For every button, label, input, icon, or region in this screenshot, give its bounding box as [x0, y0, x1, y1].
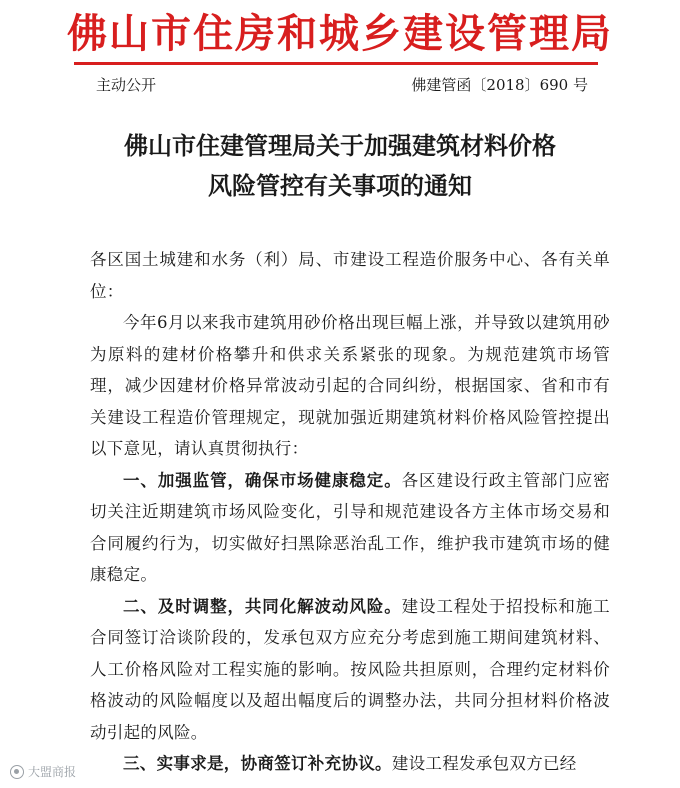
- item-1-heading: 一、加强监管，确保市场健康稳定。: [123, 470, 402, 490]
- intro-paragraph: 今年6月以来我市建筑用砂价格出现巨幅上涨，并导致以建筑用砂为原料的建材价格攀升和供求关系紧张的现象。为规范建筑市场管理，减少因建材价格异常波动引起的合同纠纷，根据国家、省和市有关建设工程造价管理规定，现就加强近期建筑材料价格风险管控提出以下意见，请认真贯彻执行：: [90, 313, 610, 458]
- item-2-heading: 二、及时调整，共同化解波动风险。: [123, 596, 402, 616]
- document-title: [0, 126, 680, 206]
- item-3-paragraph: [90, 748, 610, 780]
- title-line-1: 佛山市住建管理局关于加强建筑材料价格: [124, 132, 556, 160]
- watermark-logo-icon: [10, 765, 24, 779]
- watermark-text: 大盟商报: [28, 765, 77, 779]
- document-body: [90, 244, 610, 780]
- disclosure-label: 主动公开: [96, 76, 157, 94]
- item-3-text: 建设工程发承包双方已经: [391, 754, 577, 773]
- item-3-heading: 三、实事求是，协商签订补充协议。: [123, 754, 392, 773]
- letterhead-org-name: 佛山市住房和城乡建设管理局: [67, 11, 613, 57]
- addressee: 各区国土城建和水务（利）局、市建设工程造价服务中心、各有关单位：: [90, 250, 610, 301]
- title-line-2: 风险管控有关事项的通知: [208, 172, 472, 200]
- item-2-paragraph: [90, 591, 610, 749]
- item-2-text: 建设工程处于招投标和施工合同签订洽谈阶段的，发承包双方应充分考虑到施工期间建筑材料、人工价格风险对工程实施的影响。按风险共担原则，合理约定材料价格波动的风险幅度以及超出幅度后的调整办法，共同分担材料价格波动引起的风险。: [90, 596, 610, 742]
- item-1-paragraph: [90, 465, 610, 591]
- letterhead-divider: [74, 62, 598, 65]
- watermark: [10, 763, 76, 780]
- item-1-text: 各区建设行政主管部门应密切关注近期建筑市场风险变化，引导和规范建设各方主体市场交易和合同履约行为，切实做好扫黑除恶治乱工作，维护我市建筑市场的健康稳定。: [90, 470, 610, 584]
- document-number: 佛建管函〔2018〕690 号: [411, 76, 588, 94]
